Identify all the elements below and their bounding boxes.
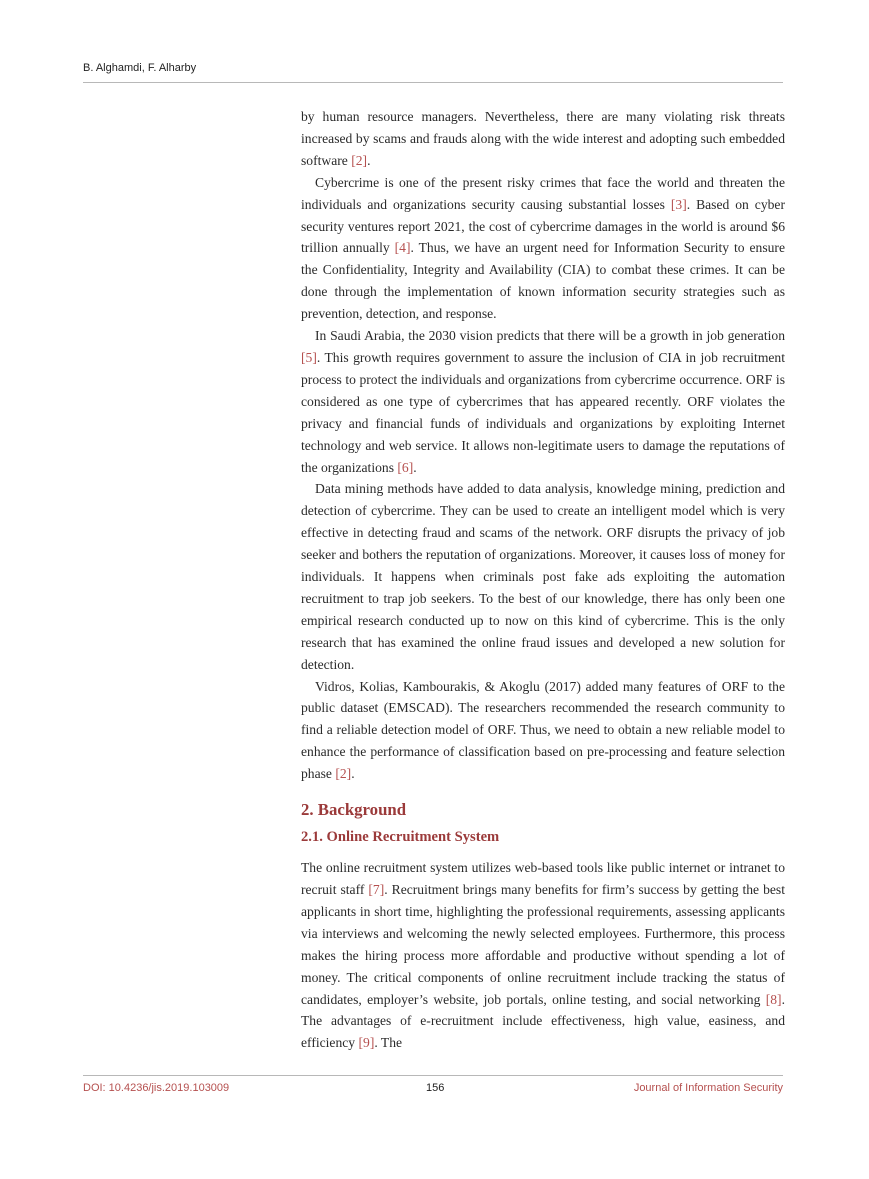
paragraph-saudi-arabia — [301, 325, 785, 478]
footer-journal-link[interactable]: Journal of Information Security — [633, 1082, 783, 1094]
paragraph-text: Cybercrime is one of the present risky crimes that face the world and threaten the individuals and organizations security causing substantial losses — [301, 174, 785, 212]
paragraph-vidros — [301, 676, 785, 786]
citation-link[interactable]: [2] — [335, 766, 352, 782]
section-heading: 2. Background — [301, 800, 407, 820]
paragraph-text: . The advantages of e-recruitment include effectiveness, high value, easiness, and efficiency — [301, 991, 785, 1051]
citation-link[interactable]: [7] — [368, 882, 385, 897]
paragraph-text: . — [413, 459, 417, 475]
paragraph-text: Vidros, Kolias, Kambourakis, & Akoglu (2017) added many features of ORF to the public dataset (EMSCAD). The researchers recommended the research community to find a reliable detection model of ORF. Thus, we need to obtain a new reliable model to enhance the performance of classification based on pre-processing and feature selection phase — [301, 678, 785, 782]
paragraph-text: . The — [374, 1035, 403, 1051]
paragraph-text: The online recruitment system utilizes web-based tools like public internet or intranet to recruit staff — [301, 860, 785, 897]
paragraph-text: In Saudi Arabia, the 2030 vision predicts that there will be a growth in job generation — [315, 328, 785, 344]
paragraph-text: . Thus, we have an urgent need for Information Security to ensure the Confidentiality, Integrity and Availability (CIA) to combat these crimes. It can be done through the implementation of known information security strategies such as prevention, detection, and response. — [301, 240, 785, 322]
paragraph-text: . Recruitment brings many benefits for firm’s success by getting the best applicants in short time, highlighting the professional requirements, assessing applicants via interviews and welcoming the newly selected employees. Furthermore, this process makes the hiring process more affordable and productive without spending a lot of money. The critical components of online recruitment include tracking the status of candidates, employer’s website, job portals, online testing, and social networking — [301, 882, 785, 1007]
paragraph-cybercrime — [301, 172, 785, 325]
paragraph-text: . — [367, 152, 371, 168]
footer-doi-link[interactable]: DOI: 10.4236/jis.2019.103009 — [83, 1082, 230, 1094]
citation-link[interactable]: [2] — [351, 152, 368, 168]
citation-link[interactable]: [9] — [358, 1035, 375, 1051]
paragraph-data-mining: Data mining methods have added to data analysis, knowledge mining, prediction and detection of cybercrime. They can be used to create an intelligent model which is very effective in detecting fraud and scams of the network. ORF disrupts the privacy of job seeker and bothers the reputation of organizations. Moreover, it causes loss of money for individuals. It happens when criminals post fake ads exploiting the automation recruitment to trap job seekers. To the best of our knowledge, there has only been one empirical research conducted up to now on this kind of cybercrime. This is the only research that has examined the online fraud issues and developed a new solution for detection. — [301, 481, 785, 672]
paragraph-text: . This growth requires government to assure the inclusion of CIA in job recruitment process to protect the individuals and organizations from cybercrime occurrence. ORF is considered as one type of cybercrimes that has appeared recently. ORF violates the privacy and financial funds of individuals and organizations by exploiting Internet technology and web service. It allows non-legitimate users to damage the reputations of the organizations — [301, 349, 785, 475]
citation-link[interactable]: [8] — [765, 991, 782, 1007]
footer-divider — [83, 1075, 783, 1076]
citation-link[interactable]: [5] — [301, 349, 317, 365]
running-head-authors: B. Alghamdi, F. Alharby — [83, 62, 197, 74]
citation-link[interactable]: [6] — [397, 459, 414, 475]
header-divider — [83, 82, 783, 83]
paragraph-text: . — [351, 766, 355, 782]
citation-link[interactable]: [3] — [670, 196, 687, 212]
paragraph-online-recruitment — [301, 857, 785, 1054]
subsection-heading: 2.1. Online Recruitment System — [301, 829, 500, 846]
citation-link[interactable]: [4] — [394, 240, 411, 256]
paragraph-text: by human resource managers. Nevertheless, there are many violating risk threats increased by scams and frauds along with the wide interest and adopting such embedded software — [301, 109, 785, 168]
article-body — [301, 106, 785, 1054]
page-number: 156 — [426, 1082, 445, 1094]
paragraph-text: . Based on cyber security ventures report 2021, the cost of cybercrime damages in the world is around $6 trillion annually — [301, 196, 785, 256]
paragraph-continued — [301, 106, 785, 172]
